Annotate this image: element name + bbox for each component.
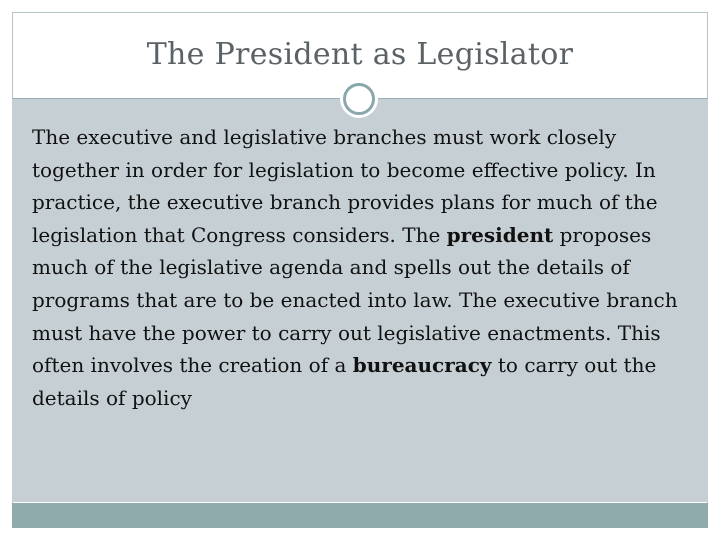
- body-text-part-2: proposes much of the legislative agenda and spells out the details of programs that are to be enacted into law. The executive branch must have the power to carry out legislative enactments. This often involves the creation of a: [32, 222, 678, 378]
- body-paragraph: [32, 121, 692, 414]
- keyword-bureaucracy: bureaucracy: [352, 353, 492, 378]
- divider-circle: [340, 80, 378, 118]
- circle-ring-icon: [343, 83, 375, 115]
- footer-bar: [12, 503, 708, 528]
- body-text-part-1: The executive and legislative branches must work closely together in order for legislation to become effective policy. In practice, the executive branch provides plans for much of the legislation that Congress considers. The: [32, 125, 658, 247]
- body-text-part-3: to carry out the details of policy: [32, 353, 657, 410]
- slide-title: The President as Legislator: [146, 37, 574, 72]
- keyword-president: president: [446, 222, 554, 247]
